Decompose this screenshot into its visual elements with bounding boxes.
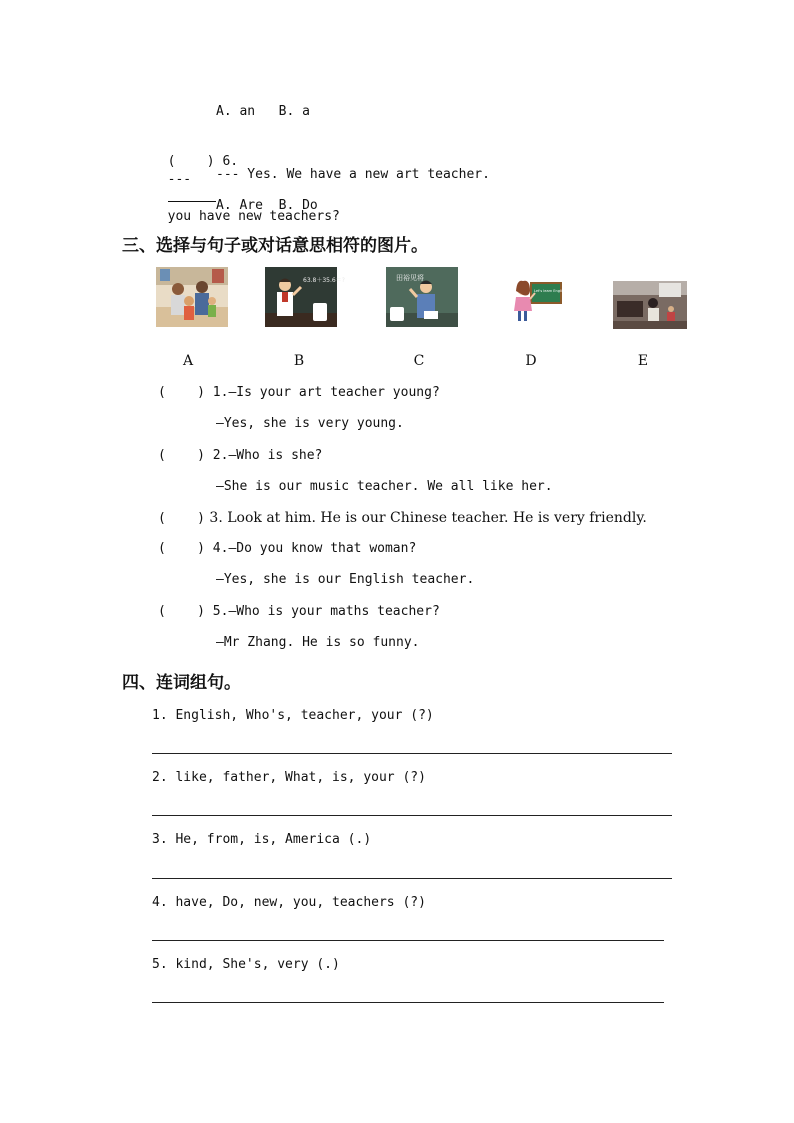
picture-label-c: C: [413, 353, 425, 369]
s4-item-1: 1. English, Who's, teacher, your (?): [152, 708, 434, 723]
board-c-text: 田裕见将: [396, 274, 424, 282]
picture-label-a: A: [182, 353, 194, 369]
s3-item-1: [158, 384, 440, 402]
answer-line-5[interactable]: [152, 1002, 664, 1003]
s3-item-5-answer: —Mr Zhang. He is so funny.: [216, 635, 420, 650]
answer-line-1[interactable]: [152, 753, 672, 754]
answer-line-2[interactable]: [152, 815, 672, 816]
female-teacher-english-board-icon: [505, 267, 577, 327]
answer-paren[interactable]: ( ): [158, 448, 205, 463]
picture-d: [505, 267, 577, 327]
s3-item-3-question: 3. Look at him. He is our Chinese teacher. He is very friendly.: [209, 510, 647, 526]
s3-item-2-question: 2.—Who is she?: [212, 448, 323, 463]
board-b-text: 63.8＋35.6＝?: [303, 277, 345, 284]
answer-paren[interactable]: ( ) 6.: [167, 154, 239, 169]
s4-item-3: 3. He, from, is, America (.): [152, 832, 372, 847]
s3-item-1-answer: —Yes, she is very young.: [216, 416, 404, 431]
picture-e: [613, 281, 687, 329]
section-3-title: 三、选择与句子或对话意思相符的图片。: [122, 236, 428, 256]
q6-dashes: ---: [167, 172, 192, 187]
s3-item-4: [158, 540, 416, 558]
answer-line-4[interactable]: [152, 940, 664, 941]
answer-line-3[interactable]: [152, 878, 672, 879]
male-teacher-math-board-icon: [265, 267, 345, 327]
picture-b: [265, 267, 345, 327]
s4-item-4: 4. have, Do, new, you, teachers (?): [152, 895, 426, 910]
board-d-text: Let's learn English: [534, 289, 566, 293]
picture-a: [156, 267, 228, 327]
s3-item-2-answer: —She is our music teacher. We all like her.: [216, 479, 553, 494]
section-4-title: 四、连词组句。: [122, 673, 241, 693]
family-photo-icon: [156, 267, 228, 327]
q6-options: A. Are B. Do: [216, 198, 318, 213]
answer-paren[interactable]: ( ): [158, 511, 205, 526]
answer-paren[interactable]: ( ): [158, 541, 205, 556]
music-room-photo-icon: [613, 281, 687, 329]
picture-label-e: E: [637, 353, 649, 369]
s3-item-5: [158, 603, 440, 621]
picture-label-b: B: [293, 353, 305, 369]
s3-item-5-question: 5.—Who is your maths teacher?: [212, 604, 440, 619]
s3-item-4-answer: —Yes, she is our English teacher.: [216, 572, 475, 587]
fill-blank[interactable]: [168, 189, 216, 202]
male-teacher-chinese-board-icon: [386, 267, 458, 327]
q5-options: A. an B. a: [216, 104, 310, 119]
picture-label-d: D: [525, 353, 537, 369]
s4-item-2: 2. like, father, What, is, your (?): [152, 770, 426, 785]
answer-paren[interactable]: ( ): [158, 604, 205, 619]
picture-c: [386, 267, 458, 327]
answer-paren[interactable]: ( ): [158, 385, 205, 400]
s3-item-3: [158, 509, 647, 528]
s3-item-2: [158, 447, 322, 465]
s3-item-4-question: 4.—Do you know that woman?: [212, 541, 417, 556]
q6-response: --- Yes. We have a new art teacher.: [216, 167, 490, 182]
s3-item-1-question: 1.—Is your art teacher young?: [212, 385, 440, 400]
s4-item-5: 5. kind, She's, very (.): [152, 957, 340, 972]
q6-text: you have new teachers?: [167, 209, 340, 224]
